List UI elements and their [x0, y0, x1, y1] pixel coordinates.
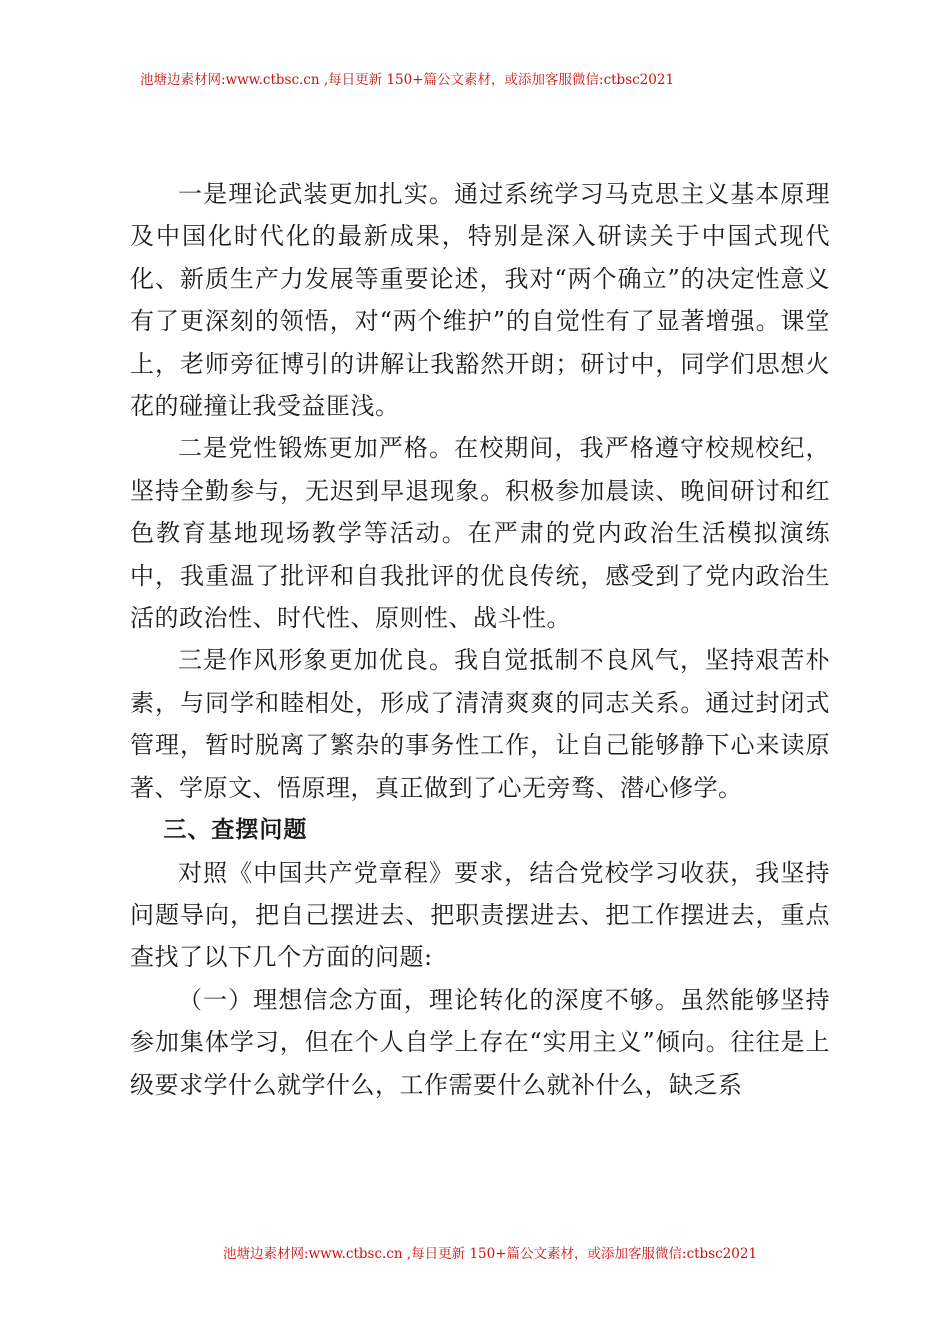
document-body	[130, 173, 830, 1106]
section-heading-problems: 三、查摆问题	[163, 817, 308, 844]
header-watermark-note: 池塘边素材网:www.ctbsc.cn ,每日更新 150+篇公文素材，或添加客服微信:ctbsc2021	[140, 72, 675, 88]
paragraph-party-spirit: 二是党性锻炼更加严格。在校期间，我严格遵守校规校纪，坚持全勤参与，无迟到早退现象。积极参加晨读、晚间研讨和红色教育基地现场教学等活动。在严肃的党内政治生活模拟演练中，我重温了批评和自我批评的优良传统，感受到了党内政治生活的政治性、时代性、原则性、战斗性。	[130, 434, 830, 633]
paragraph-theory: 一是理论武装更加扎实。通过系统学习马克思主义基本原理及中国化时代化的最新成果，特别是深入研读关于中国式现代化、新质生产力发展等重要论述，我对“两个确立”的决定性意义有了更深刻的领悟，对“两个维护”的自觉性有了显著增强。课堂上，老师旁征博引的讲解让我豁然开朗；研讨中，同学们思想火花的碰撞让我受益匪浅。	[130, 180, 830, 421]
paragraph-ideals-beliefs: （一）理想信念方面，理论转化的深度不够。虽然能够坚持参加集体学习，但在个人自学上存在“实用主义”倾向。往往是上级要求学什么就学什么，工作需要什么就补什么，缺乏系	[130, 985, 830, 1099]
paragraph-problems-intro: 对照《中国共产党章程》要求，结合党校学习收获，我坚持问题导向，把自己摆进去、把职责摆进去、把工作摆进去，重点查找了以下几个方面的问题:	[130, 858, 830, 972]
paragraph-style-image: 三是作风形象更加优良。我自觉抵制不良风气，坚持艰苦朴素，与同学和睦相处，形成了清清爽爽的同志关系。通过封闭式管理，暂时脱离了繁杂的事务性工作，让自己能够静下心来读原著、学原文、悟原理，真正做到了心无旁骛、潜心修学。	[130, 646, 830, 802]
footer-watermark-note: 池塘边素材网:www.ctbsc.cn ,每日更新 150+篇公文素材，或添加客服微信:ctbsc2021	[223, 1246, 758, 1262]
